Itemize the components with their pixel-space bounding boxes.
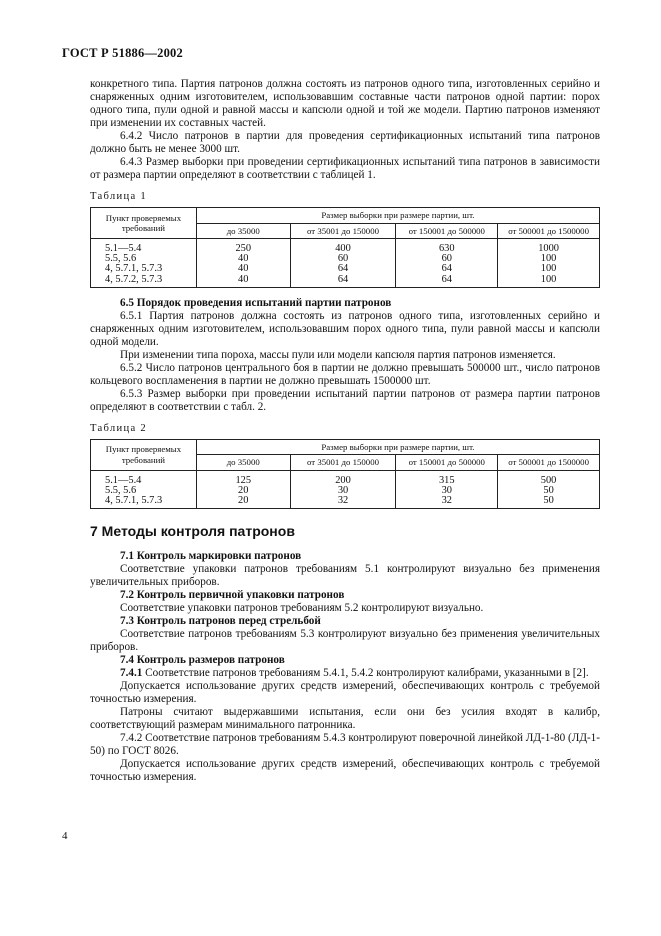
paragraph-6-4-3: 6.4.3 Размер выборки при проведении сертификационных испытаний типа патронов в зависимости от размера партии определяют в соответствии с таблицей 1. — [90, 156, 600, 181]
table-cell: 60 — [290, 254, 396, 264]
page-number: 4 — [62, 830, 68, 842]
section-heading-7-4: 7.4 Контроль размеров патронов — [120, 654, 285, 667]
paragraph-7-4-2: 7.4.2 Соответствие патронов требованиям 5.4.3 контролируют поверочной линейкой ЛД-1-80 (ЛД-1-50) по ГОСТ 8026. — [90, 732, 600, 758]
table-cell: 64 — [290, 275, 396, 288]
section-heading-7-3: 7.3 Контроль патронов перед стрельбой — [120, 615, 321, 628]
section-heading-6-5: 6.5 Порядок проведения испытаний партии патронов — [120, 296, 392, 309]
paragraph-6-4-2: 6.4.2 Число патронов в партии для проведения сертификационных испытаний типа патронов должно быть не менее 3000 шт. — [90, 130, 600, 155]
table-cell: 1000 — [498, 239, 600, 255]
section-7-title: 7 Методы контроля патронов — [90, 523, 295, 540]
section-heading-7-1: 7.1 Контроль маркировки патронов — [120, 550, 302, 563]
table-2-col-header: от 35001 до 150000 — [290, 455, 396, 471]
table-cell: 100 — [498, 264, 600, 274]
table-cell: 20 — [196, 486, 290, 496]
table-cell: 40 — [196, 264, 290, 274]
table-1-col-header: до 35000 — [196, 223, 290, 239]
table-cell: 5.5, 5.6 — [91, 486, 197, 496]
table-row — [91, 275, 600, 288]
table-2-col-header: до 35000 — [196, 455, 290, 471]
table-cell: 4, 5.7.2, 5.7.3 — [91, 275, 197, 288]
table-2 — [90, 439, 600, 510]
table-2-header-item: Пункт проверяемых требований — [91, 439, 197, 470]
table-cell: 315 — [396, 470, 498, 486]
table-cell: 500 — [498, 470, 600, 486]
paragraph-6-5-2: 6.5.2 Число патронов центрального боя в партии не должно превышать 500000 шт., число патронов кольцевого воспламенения в партии не должно превышать 1500000 шт. — [90, 361, 600, 387]
table-row — [91, 496, 600, 509]
table-1-header-item: Пункт проверяемых требований — [91, 208, 197, 239]
paragraph-7-4-1 — [90, 667, 600, 680]
table-row — [91, 470, 600, 486]
table-cell: 64 — [396, 275, 498, 288]
table-cell: 125 — [196, 470, 290, 486]
table-cell: 100 — [498, 275, 600, 288]
table-cell: 30 — [290, 486, 396, 496]
document-body — [90, 78, 600, 784]
table-cell: 20 — [196, 496, 290, 509]
table-2-caption: Таблица 2 — [90, 422, 148, 434]
table-cell: 50 — [498, 486, 600, 496]
paragraph-7-1: Соответствие упаковки патронов требованиям 5.1 контролируют визуально без применения увеличительных приборов. — [90, 563, 600, 589]
page-header: ГОСТ Р 51886—2002 — [62, 46, 183, 60]
table-cell: 40 — [196, 275, 290, 288]
table-cell: 200 — [290, 470, 396, 486]
paragraph-7-2: Соответствие упаковки патронов требованиям 5.2 контролируют визуально. — [120, 602, 484, 615]
table-cell: 50 — [498, 496, 600, 509]
table-cell: 32 — [396, 496, 498, 509]
paragraph-7-4-1-text: Соответствие патронов требованиям 5.4.1, 5.4.2 контролируют калибрами, указанными в [2]. — [142, 667, 589, 680]
table-cell: 100 — [498, 254, 600, 264]
paragraph-batch-change: При изменении типа пороха, массы пули или модели капсюля партия патронов изменяется. — [120, 348, 556, 361]
table-2-header-span: Размер выборки при размере партии, шт. — [196, 439, 599, 455]
table-cell: 40 — [196, 254, 290, 264]
table-1 — [90, 207, 600, 288]
paragraph-continuation: конкретного типа. Партия патронов должна состоять из патронов одного типа, изготовленных серийно и снаряженных одним изготовителем, использовавшим составные части патронов одной партии: порох одного типа, пули одной и равной массы и капсюли одной и той же модели. Партию патронов изменяют при изменении их составных частей. — [90, 78, 600, 129]
table-cell: 4, 5.7.1, 5.7.3 — [91, 496, 197, 509]
table-1-header-span: Размер выборки при размере партии, шт. — [196, 208, 599, 224]
table-cell: 250 — [196, 239, 290, 255]
table-cell: 32 — [290, 496, 396, 509]
table-2-col-header: от 500001 до 1500000 — [498, 455, 600, 471]
table-cell: 5.5, 5.6 — [91, 254, 197, 264]
paragraph-other-instruments-2: Допускается использование других средств измерений, обеспечивающих контроль с требуемой точностью измерения. — [90, 758, 600, 784]
paragraph-other-instruments: Допускается использование других средств измерений, обеспечивающих контроль с требуемой точностью измерения. — [90, 680, 600, 706]
paragraph-acceptance: Патроны считают выдержавшими испытания, если они без усилия входят в калибр, соответствующий размерам минимального патронника. — [90, 706, 600, 732]
table-cell: 60 — [396, 254, 498, 264]
table-cell: 5.1—5.4 — [91, 470, 197, 486]
paragraph-7-3: Соответствие патронов требованиям 5.3 контролируют визуально без применения увеличительных приборов. — [90, 628, 600, 654]
table-cell: 400 — [290, 239, 396, 255]
table-cell: 5.1—5.4 — [91, 239, 197, 255]
table-2-col-header: от 150001 до 500000 — [396, 455, 498, 471]
paragraph-6-5-1: 6.5.1 Партия патронов должна состоять из патронов одного типа, изготовленных серийно и снаряженных одним изготовителем, использовавшим порох одного типа, пули равной массы и капсюли одной модели. — [90, 309, 600, 348]
table-row — [91, 239, 600, 255]
table-1-col-header: от 500001 до 1500000 — [498, 223, 600, 239]
table-cell: 4, 5.7.1, 5.7.3 — [91, 264, 197, 274]
table-1-caption: Таблица 1 — [90, 191, 148, 202]
table-cell: 630 — [396, 239, 498, 255]
table-cell: 30 — [396, 486, 498, 496]
table-cell: 64 — [396, 264, 498, 274]
table-1-col-header: от 150001 до 500000 — [396, 223, 498, 239]
table-1-col-header: от 35001 до 150000 — [290, 223, 396, 239]
paragraph-6-5-3: 6.5.3 Размер выборки при проведении испытаний партии патронов от размера партии патронов определяют в соответствии с табл. 2. — [90, 387, 600, 413]
table-cell: 64 — [290, 264, 396, 274]
section-heading-7-2: 7.2 Контроль первичной упаковки патронов — [120, 589, 345, 602]
clause-number: 7.4.1 — [120, 667, 143, 680]
